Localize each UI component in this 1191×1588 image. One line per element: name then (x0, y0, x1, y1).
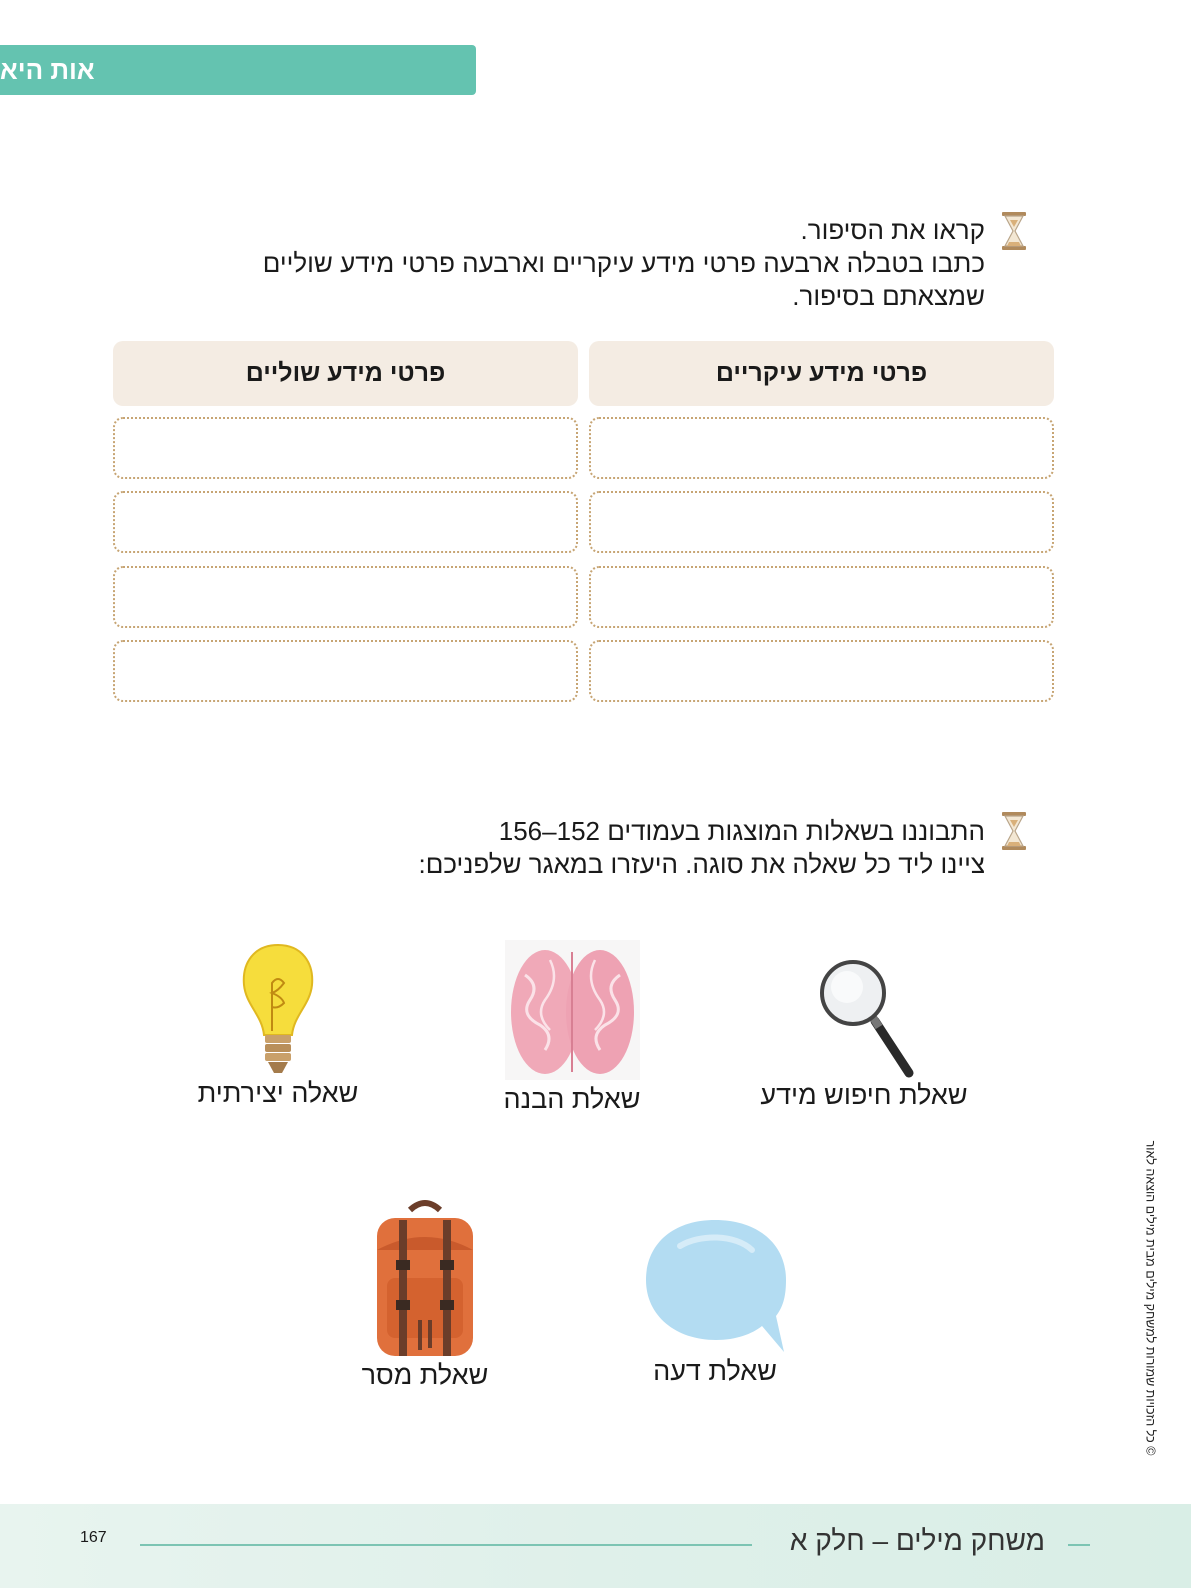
book-title: משחק מילים – חלק א (789, 1525, 1045, 1556)
speech-bubble-icon (640, 1216, 790, 1356)
question-type-label: שאלת דעה (653, 1356, 777, 1386)
task1-line2: כתבו בטבלה ארבעה פרטי מידע עיקריים וארבעה פרטי מידע שוליים (262, 248, 985, 278)
task2-line2: ציינו ליד כל שאלה את סוגה. היעזרו במאגר שלפניכם: (418, 849, 985, 879)
task1-line3: שמצאתם בסיפור. (792, 281, 985, 311)
backpack-icon (365, 1200, 485, 1360)
task1-line1: קראו את הסיפור. (800, 215, 985, 245)
table-header-main: פרטי מידע עיקריים (589, 341, 1054, 406)
footer-rule-right (1068, 1544, 1090, 1546)
hourglass-icon (1000, 211, 1028, 251)
minor-detail-input-1[interactable] (113, 417, 578, 479)
table-header-minor: פרטי מידע שוליים (113, 341, 578, 406)
question-type-label: שאלת חיפוש מידע (760, 1080, 968, 1110)
task1-instructions (263, 214, 985, 313)
hourglass-icon (1000, 811, 1028, 851)
main-detail-input-1[interactable] (589, 417, 1054, 479)
lightbulb-icon (238, 943, 318, 1078)
footer-rule (140, 1544, 752, 1546)
question-type-comprehension (482, 940, 662, 1115)
magnifier-icon (809, 955, 919, 1080)
minor-detail-input-2[interactable] (113, 491, 578, 553)
question-type-label: שאלת הבנה (503, 1084, 641, 1114)
minor-detail-input-4[interactable] (113, 640, 578, 702)
task2-instructions (419, 815, 985, 881)
question-type-message (330, 1200, 520, 1391)
brain-icon (505, 940, 640, 1080)
question-type-label: שאלה יצירתית (197, 1078, 359, 1108)
question-type-label: שאלת מסר (361, 1360, 489, 1390)
copyright-notice: © כל הזכויות שמורות למשחק מילים מבית מילים הוצאה לאור (1143, 1140, 1157, 1455)
main-detail-input-3[interactable] (589, 566, 1054, 628)
question-type-creative (188, 943, 368, 1109)
main-detail-input-4[interactable] (589, 640, 1054, 702)
section-tab-label: אות היא (0, 54, 95, 85)
section-tab (0, 45, 476, 95)
question-type-information-search (754, 955, 974, 1111)
question-type-opinion (620, 1216, 810, 1387)
page-number: 167 (80, 1529, 107, 1546)
minor-detail-input-3[interactable] (113, 566, 578, 628)
task2-line1: התבוננו בשאלות המוצגות בעמודים 152–156 (498, 816, 985, 846)
main-detail-input-2[interactable] (589, 491, 1054, 553)
